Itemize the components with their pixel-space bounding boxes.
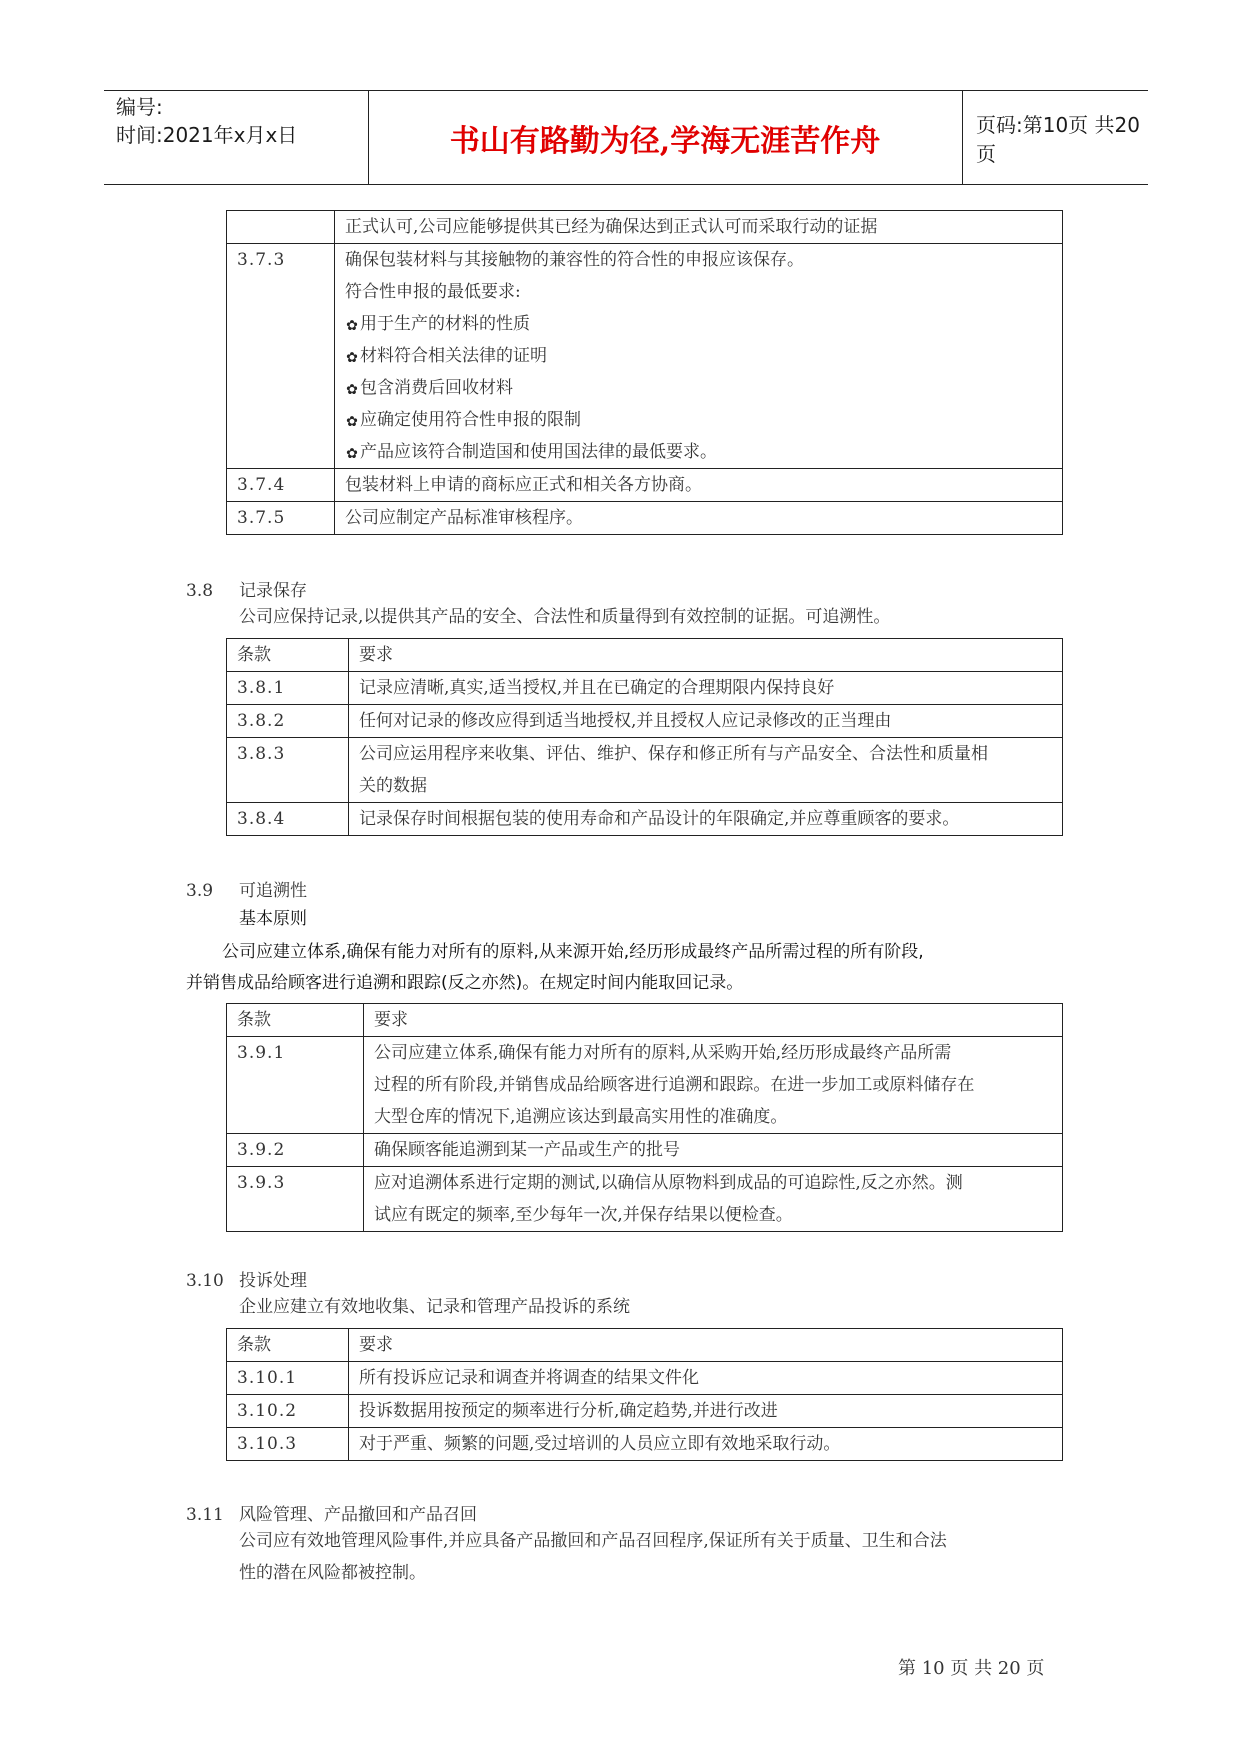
paragraph-line: 公司应建立体系,确保有能力对所有的原料,从来源开始,经历形成最终产品所需过程的所有阶段, xyxy=(222,942,924,962)
requirement-text: 公司应建立体系,确保有能力对所有的原料,从采购开始,经历形成最终产品所需 xyxy=(374,1043,952,1063)
table-row xyxy=(227,1167,1063,1232)
section-heading xyxy=(186,1266,307,1291)
bullet-text: 应确定使用符合性申报的限制 xyxy=(360,410,581,430)
bullet-text: 包含消费后回收材料 xyxy=(360,378,513,398)
header-divider xyxy=(368,91,369,184)
section-number: 3.10 xyxy=(186,1271,224,1291)
clause-number: 3.9.1 xyxy=(227,1037,364,1134)
section-intro: 企业应建立有效地收集、记录和管理产品投诉的系统 xyxy=(239,1297,630,1317)
paragraph-line: 并销售成品给顾客进行追溯和跟踪(反之亦然)。在规定时间内能取回记录。 xyxy=(186,973,744,993)
clause-number: 3.7.3 xyxy=(227,244,335,469)
clause-number: 3.8.1 xyxy=(227,672,349,705)
table-row xyxy=(227,244,1063,469)
page-header xyxy=(104,90,1148,185)
clause-number: 3.8.3 xyxy=(227,738,349,803)
page-footer: 第 10 页 共 20 页 xyxy=(898,1658,1045,1679)
requirement-text: 包装材料上申请的商标应正式和相关各方协商。 xyxy=(335,469,1063,502)
requirement-cell xyxy=(364,1167,1063,1232)
section-heading xyxy=(186,876,307,901)
table-row xyxy=(227,1428,1063,1461)
section-intro: 公司应保持记录,以提供其产品的安全、合法性和质量得到有效控制的证据。可追溯性。 xyxy=(239,607,891,627)
section-title: 可追溯性 xyxy=(239,881,307,901)
doc-time-label: 时间:2021年x月x日 xyxy=(116,123,298,147)
flower-bullet-icon: ✿ xyxy=(346,446,358,462)
header-divider xyxy=(962,91,963,184)
section-number: 3.9 xyxy=(186,881,214,901)
requirement-cell xyxy=(364,1037,1063,1134)
bullet-item xyxy=(345,340,1052,372)
column-header: 条款 xyxy=(227,1329,349,1362)
table-3-7 xyxy=(226,210,1063,535)
header-motto: 书山有路勤为径,学海无涯苦作舟 xyxy=(449,123,881,159)
clause-number: 3.8.4 xyxy=(227,803,349,836)
column-header: 要求 xyxy=(349,1329,1063,1362)
requirement-text: 大型仓库的情况下,追溯应该达到最高实用性的准确度。 xyxy=(374,1107,788,1127)
table-row xyxy=(227,502,1063,535)
column-header: 要求 xyxy=(349,639,1063,672)
header-page-cell xyxy=(976,91,1146,184)
table-row xyxy=(227,211,1063,244)
table-header-row xyxy=(227,639,1063,672)
section-number: 3.11 xyxy=(186,1505,224,1525)
table-row xyxy=(227,1134,1063,1167)
table-row xyxy=(227,469,1063,502)
bullet-text: 材料符合相关法律的证明 xyxy=(360,346,547,366)
clause-number: 3.10.3 xyxy=(227,1428,349,1461)
table-row xyxy=(227,705,1063,738)
doc-number-label: 编号: xyxy=(116,95,163,119)
clause-number: 3.10.1 xyxy=(227,1362,349,1395)
requirement-text: 确保顾客能追溯到某一产品或生产的批号 xyxy=(364,1134,1063,1167)
requirement-cell xyxy=(335,244,1063,469)
column-header: 要求 xyxy=(364,1004,1063,1037)
section-title: 投诉处理 xyxy=(239,1271,307,1291)
requirement-text: 关的数据 xyxy=(359,776,427,796)
section-heading xyxy=(186,1500,477,1525)
requirement-text: 任何对记录的修改应得到适当地授权,并且授权人应记录修改的正当理由 xyxy=(349,705,1063,738)
clause-number: 3.8.2 xyxy=(227,705,349,738)
header-meta xyxy=(116,91,360,184)
column-header: 条款 xyxy=(227,639,349,672)
clause-number: 3.9.3 xyxy=(227,1167,364,1232)
flower-bullet-icon: ✿ xyxy=(346,414,358,430)
bullet-item xyxy=(345,436,1052,468)
section-subtitle: 基本原则 xyxy=(239,909,307,929)
table-header-row xyxy=(227,1004,1063,1037)
requirement-text: 符合性申报的最低要求: xyxy=(345,282,521,302)
table-3-9 xyxy=(226,1003,1063,1232)
column-header: 条款 xyxy=(227,1004,364,1037)
requirement-text: 过程的所有阶段,并销售成品给顾客进行追溯和跟踪。在进一步加工或原料储存在 xyxy=(374,1075,975,1095)
requirement-text: 公司应制定产品标准审核程序。 xyxy=(335,502,1063,535)
requirement-cell xyxy=(349,738,1063,803)
section-number: 3.8 xyxy=(186,581,214,601)
requirement-text: 记录应清晰,真实,适当授权,并且在已确定的合理期限内保持良好 xyxy=(349,672,1063,705)
bullet-item xyxy=(345,372,1052,404)
clause-number: 3.10.2 xyxy=(227,1395,349,1428)
table-header-row xyxy=(227,1329,1063,1362)
table-row xyxy=(227,672,1063,705)
flower-bullet-icon: ✿ xyxy=(346,350,358,366)
requirement-text: 正式认可,公司应能够提供其已经为确保达到正式认可而采取行动的证据 xyxy=(335,211,1063,244)
requirement-text: 试应有既定的频率,至少每年一次,并保存结果以便检查。 xyxy=(374,1205,793,1225)
header-page-code: 页码:第10页 共20页 xyxy=(976,112,1140,166)
section-title: 记录保存 xyxy=(239,581,307,601)
header-motto-cell xyxy=(370,91,960,184)
paragraph-line: 性的潜在风险都被控制。 xyxy=(239,1563,426,1583)
requirement-text: 所有投诉应记录和调查并将调查的结果文件化 xyxy=(349,1362,1063,1395)
table-3-8 xyxy=(226,638,1063,836)
clause-number xyxy=(227,211,335,244)
bullet-item xyxy=(345,308,1052,340)
clause-number: 3.9.2 xyxy=(227,1134,364,1167)
bullet-text: 产品应该符合制造国和使用国法律的最低要求。 xyxy=(360,442,717,462)
requirement-text: 应对追溯体系进行定期的测试,以确信从原物料到成品的可追踪性,反之亦然。测 xyxy=(374,1173,963,1193)
paragraph-line: 公司应有效地管理风险事件,并应具备产品撤回和产品召回程序,保证所有关于质量、卫生和合法 xyxy=(239,1531,947,1551)
flower-bullet-icon: ✿ xyxy=(346,318,358,334)
clause-number: 3.7.5 xyxy=(227,502,335,535)
table-row xyxy=(227,1037,1063,1134)
bullet-item xyxy=(345,404,1052,436)
table-row xyxy=(227,803,1063,836)
bullet-text: 用于生产的材料的性质 xyxy=(360,314,530,334)
requirement-text: 公司应运用程序来收集、评估、维护、保存和修正所有与产品安全、合法性和质量相 xyxy=(359,744,988,764)
requirement-text: 对于严重、频繁的问题,受过培训的人员应立即有效地采取行动。 xyxy=(349,1428,1063,1461)
section-heading xyxy=(186,576,307,601)
table-row xyxy=(227,738,1063,803)
flower-bullet-icon: ✿ xyxy=(346,382,358,398)
table-row xyxy=(227,1362,1063,1395)
table-3-10 xyxy=(226,1328,1063,1461)
section-title: 风险管理、产品撤回和产品召回 xyxy=(239,1505,477,1525)
table-row xyxy=(227,1395,1063,1428)
requirement-text: 记录保存时间根据包装的使用寿命和产品设计的年限确定,并应尊重顾客的要求。 xyxy=(349,803,1063,836)
requirement-text: 投诉数据用按预定的频率进行分析,确定趋势,并进行改进 xyxy=(349,1395,1063,1428)
clause-number: 3.7.4 xyxy=(227,469,335,502)
requirement-text: 确保包装材料与其接触物的兼容性的符合性的申报应该保存。 xyxy=(345,250,804,270)
